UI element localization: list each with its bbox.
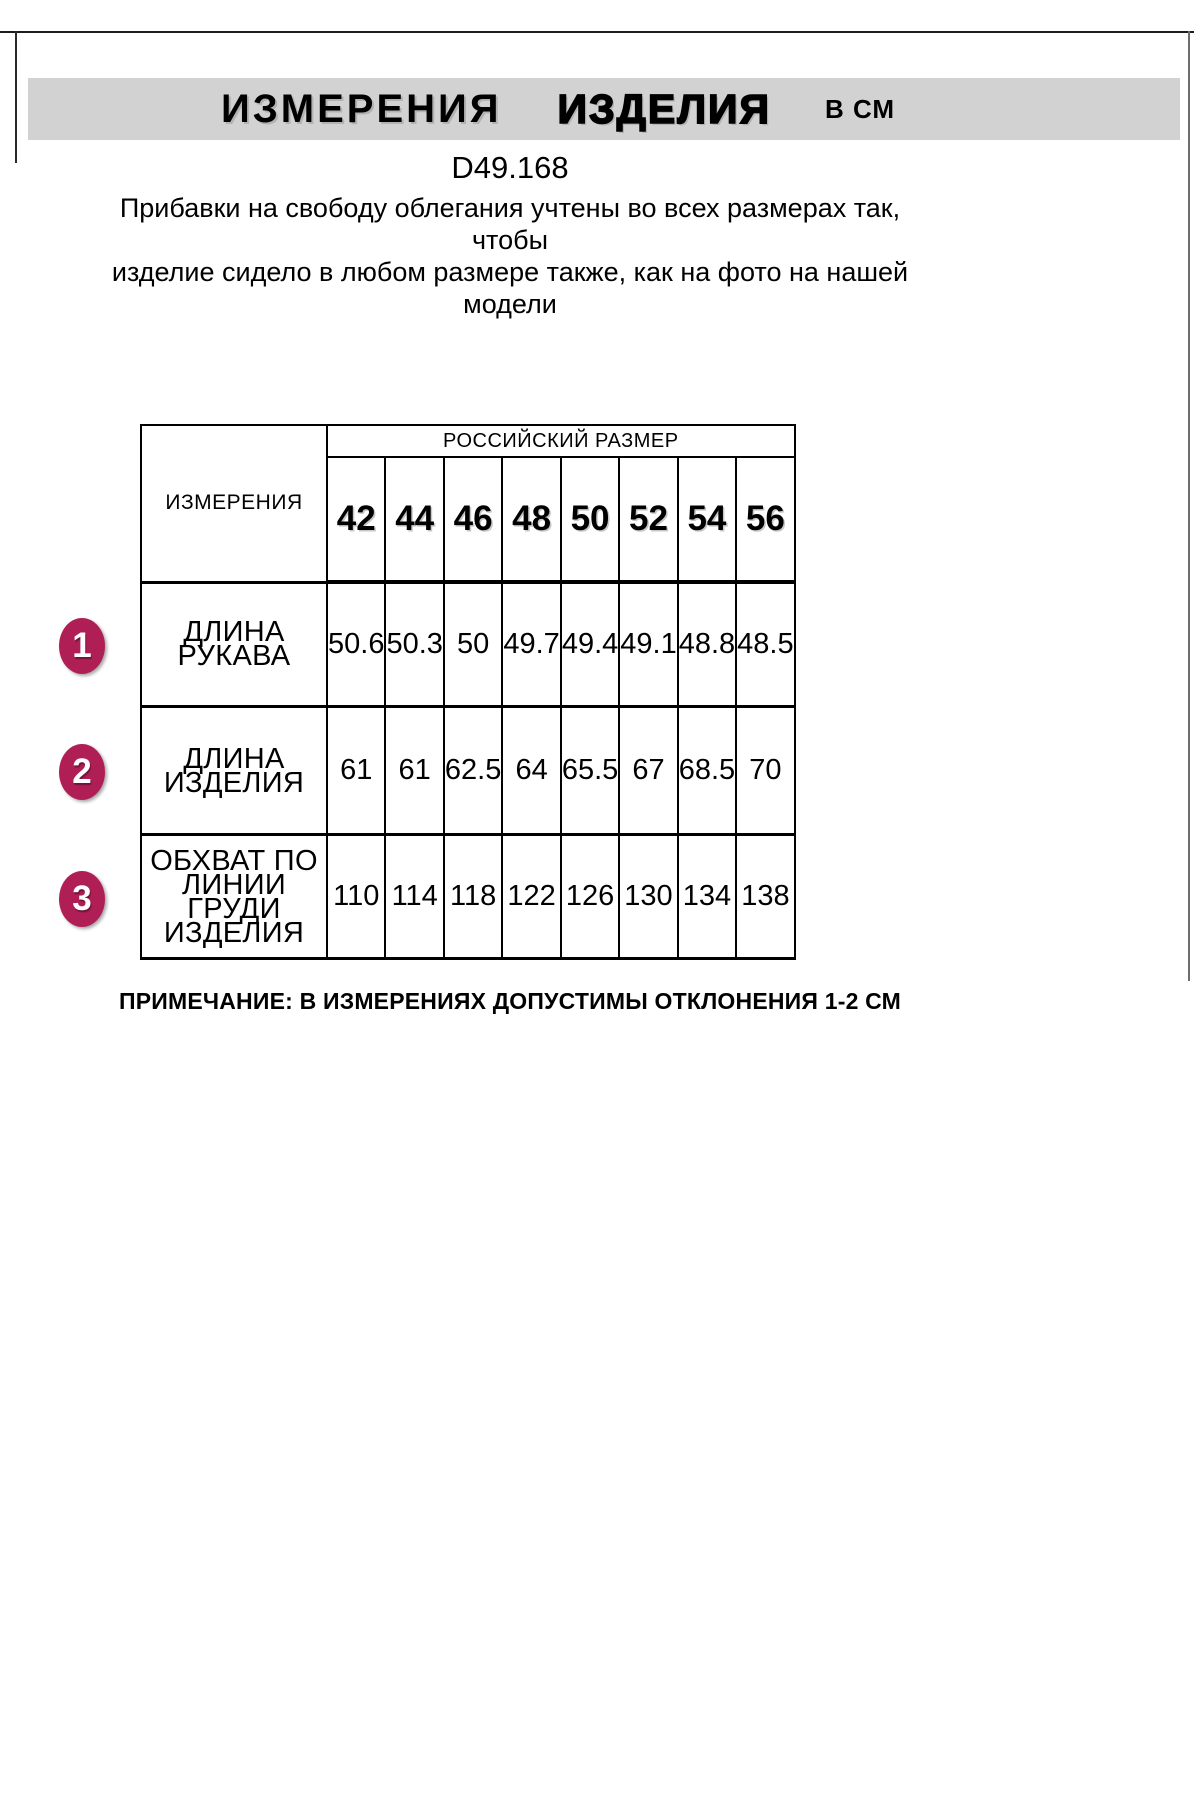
row-label-line: ДЛИНА РУКАВА (177, 616, 291, 673)
value-cell: 49.4 (561, 582, 619, 707)
table-row (141, 582, 795, 707)
description-text (100, 192, 920, 320)
row-number-badge-3: 3 (59, 871, 105, 927)
value-cell: 122 (502, 835, 560, 959)
measurements-table (140, 424, 796, 960)
title-units-text: В СМ (824, 93, 896, 124)
value-cell: 65.5 (561, 707, 619, 835)
value-cell: 138 (736, 835, 794, 959)
description-line-3: модели (463, 289, 557, 319)
value-cell: 126 (561, 835, 619, 959)
row-label-line: ИЗДЕЛИЯ (163, 916, 305, 949)
value-cell: 61 (327, 707, 385, 835)
row-label-line: ЛИНИИ ГРУДИ (181, 868, 286, 925)
value-cell: 62.5 (444, 707, 502, 835)
value-cell: 114 (385, 835, 443, 959)
model-code: D49.168 (451, 150, 569, 185)
size-header-cell: 50 (561, 457, 619, 582)
title-measurements-text: ИЗМЕРЕНИЯ (220, 86, 502, 131)
row-label-line: ДЛИНА (183, 742, 285, 775)
frame-left-line (15, 31, 17, 163)
title-product-text: ИЗДЕЛИЯ (557, 85, 771, 132)
value-cell: 50.3 (385, 582, 443, 707)
frame-top-line (0, 31, 1194, 33)
size-header-cell: 56 (736, 457, 794, 582)
row-number-badge-2: 2 (59, 744, 105, 800)
group-header-row (141, 425, 795, 457)
value-cell: 130 (619, 835, 677, 959)
value-cell: 134 (678, 835, 736, 959)
row-label-cell (141, 582, 327, 707)
value-cell: 48.5 (736, 582, 794, 707)
value-cell: 49.1 (619, 582, 677, 707)
row-label-cell (141, 835, 327, 959)
row-number-badge-1: 1 (59, 618, 105, 674)
value-cell: 118 (444, 835, 502, 959)
size-header-cell: 42 (327, 457, 385, 582)
size-header-cell: 54 (678, 457, 736, 582)
description-line-1: Прибавки на свободу облегания учтены во всех размерах так, чтобы (119, 193, 901, 255)
size-header-cell: 52 (619, 457, 677, 582)
frame-right-line (1188, 31, 1190, 981)
value-cell: 110 (327, 835, 385, 959)
corner-header-cell: ИЗМЕРЕНИЯ (141, 425, 327, 582)
value-cell: 48.8 (678, 582, 736, 707)
size-header-cell: 46 (444, 457, 502, 582)
size-group-header-cell: РОССИЙСКИЙ РАЗМЕР (327, 425, 795, 457)
value-cell: 50 (444, 582, 502, 707)
title-band (28, 78, 1180, 140)
value-cell: 70 (736, 707, 794, 835)
row-label-line: ОБХВАТ ПО (150, 844, 318, 877)
value-cell: 64 (502, 707, 560, 835)
size-header-cell: 48 (502, 457, 560, 582)
table-row (141, 835, 795, 959)
value-cell: 50.6 (327, 582, 385, 707)
description-line-2: изделие сидело в любом размере также, как на фото на нашей (111, 257, 909, 287)
size-header-cell: 44 (385, 457, 443, 582)
row-label-cell (141, 707, 327, 835)
value-cell: 49.7 (502, 582, 560, 707)
row-label-line: ИЗДЕЛИЯ (163, 766, 305, 799)
value-cell: 67 (619, 707, 677, 835)
value-cell: 61 (385, 707, 443, 835)
value-cell: 68.5 (678, 707, 736, 835)
note-text: ПРИМЕЧАНИЕ: В ИЗМЕРЕНИЯХ ДОПУСТИМЫ ОТКЛОНЕНИЯ 1-2 СМ (118, 988, 902, 1014)
table-row (141, 707, 795, 835)
